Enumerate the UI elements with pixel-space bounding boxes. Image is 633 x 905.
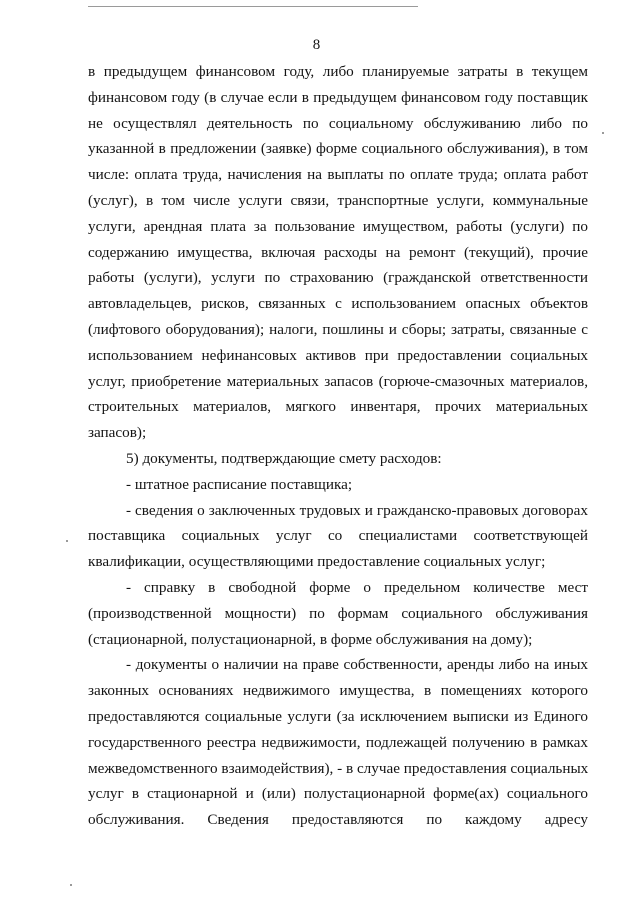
- text-line: числе: оплата труда, начисления на выплаты по оплате труда; оплата работ: [88, 166, 588, 184]
- page-number: 8: [312, 37, 321, 53]
- text-line: (производственной мощности) по формам социального обслуживания: [88, 604, 588, 622]
- list-item: - документы о наличии на праве собственности, аренды либо на иных: [126, 656, 588, 674]
- text-line: содержанию имущества, включая расходы на ремонт (текущий), прочие: [88, 243, 588, 261]
- text-line: работы (услуги), услуги по страхованию (гражданской ответственности: [88, 269, 588, 287]
- text-line: не осуществлял деятельность по социальному обслуживанию либо по: [88, 114, 588, 132]
- text-line: (лифтового оборудования); налоги, пошлины и сборы; затраты, связанные с: [88, 320, 588, 338]
- text-line: услуг в стационарной и (или) полустационарной форме(ах) социального: [88, 785, 588, 803]
- text-line: квалификации, осуществляющими предоставление социальных услуг;: [88, 553, 546, 571]
- text-line: предоставляются социальные услуги (за исключением выписки из Единого: [88, 707, 588, 725]
- scan-edge-line: [88, 6, 418, 7]
- text-line: в предыдущем финансовом году, либо планируемые затраты в текущем: [88, 63, 588, 80]
- scan-dot-bottom: [70, 884, 72, 886]
- text-line: (стационарной, полустационарной, в форме обслуживания на дому);: [88, 630, 533, 648]
- text-line: обслуживания. Сведения предоставляются по каждому адресу: [88, 811, 588, 829]
- list-item: - сведения о заключенных трудовых и гражданско-правовых договорах: [126, 501, 588, 519]
- text-line: строительных материалов, мягкого инвентаря, прочих материальных: [88, 398, 588, 416]
- text-line: законных основаниях недвижимого имущества, в помещениях которого: [88, 682, 588, 700]
- scan-dot-top: [602, 132, 604, 134]
- document-body: [88, 59, 588, 833]
- text-line: указанной в предложении (заявке) форме социального обслуживания), в том: [88, 140, 588, 158]
- text-line: услуги, арендная плата за пользование имуществом, работы (услуги) по: [88, 217, 588, 235]
- text-line: межведомственного взаимодействия), - в случае предоставления социальных: [88, 759, 589, 777]
- text-line: использованием нефинансовых активов при предоставлении социальных: [88, 346, 588, 364]
- list-item: - штатное расписание поставщика;: [126, 475, 353, 493]
- text-line: услуг, приобретение материальных запасов (горюче-смазочных материалов,: [88, 372, 588, 390]
- text-line: государственного реестра недвижимости, подлежащей получению в рамках: [88, 733, 588, 751]
- text-line: финансовом году (в случае если в предыдущем финансовом году поставщик: [88, 88, 588, 106]
- text-line: автовладельцев, рисков, связанных с использованием опасных объектов: [88, 295, 588, 313]
- list-item: - справку в свободной форме о предельном количестве мест: [126, 578, 588, 596]
- text-line: поставщика социальных услуг со специалистами соответствующей: [88, 527, 588, 545]
- text-line: запасов);: [88, 424, 147, 442]
- text-line: (услуг), в том числе услуги связи, транспортные услуги, коммунальные: [88, 191, 588, 209]
- list-heading: 5) документы, подтверждающие смету расходов:: [126, 449, 442, 467]
- scan-dot-left: [66, 540, 68, 542]
